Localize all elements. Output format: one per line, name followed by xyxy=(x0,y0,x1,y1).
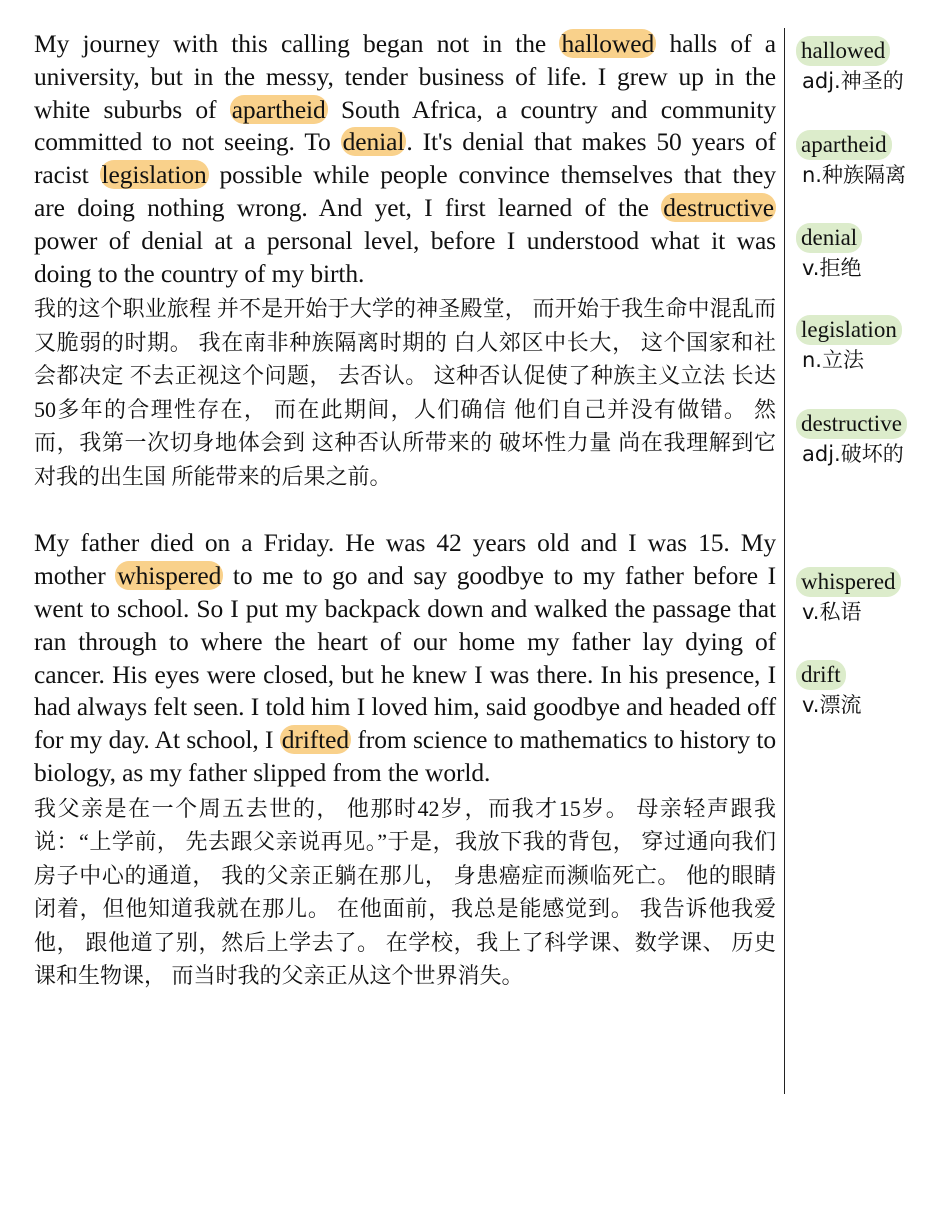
vocab-word: destructive xyxy=(796,409,907,439)
vocab-definition: v.私语 xyxy=(802,600,862,624)
highlighted-word: apartheid xyxy=(231,94,326,124)
article xyxy=(34,28,776,993)
vocab-entry-destructive xyxy=(796,409,907,469)
vocab-word: drift xyxy=(796,660,846,690)
vocab-definition: n.种族隔离 xyxy=(802,163,906,187)
vocab-entry-whispered xyxy=(796,567,901,627)
highlighted-word: drifted xyxy=(281,725,350,755)
vocab-definition: v.漂流 xyxy=(802,693,862,717)
vocab-definition: adj.破坏的 xyxy=(802,442,904,466)
text-run: My journey with this calling began not in the xyxy=(34,29,560,58)
vocab-definition: v.拒绝 xyxy=(802,256,862,280)
vocab-definition: n.立法 xyxy=(802,348,864,372)
text-run: South Africa, a country and community committed to not seeing. To xyxy=(34,94,776,157)
text-run: from science to mathematics to history to biology, as my father slipped from the world. xyxy=(34,725,776,787)
text-run: halls of a university, but in the messy, tender business of life. I grew up in the white suburbs of xyxy=(34,29,777,124)
vocab-definition: adj.神圣的 xyxy=(802,69,904,93)
highlighted-word: whispered xyxy=(117,561,222,591)
vocab-word: denial xyxy=(796,223,862,253)
vocab-word: hallowed xyxy=(796,36,890,66)
text-run: to me to go and say goodbye to my father before I went to school. So I put my backpack down and walked the passage that ran through to where the heart of our home my father lay dying of cancer. His eyes were closed, but he knew I was there. In his presence, I had always felt seen. I told him I loved him, said goodbye and headed off for my day. At school, I xyxy=(34,561,777,755)
highlighted-word: legislation xyxy=(101,160,207,190)
text-run: . It's denial that makes 50 years of racist xyxy=(34,127,776,190)
paragraph-gap xyxy=(34,493,776,527)
vocab-entry-apartheid xyxy=(796,130,906,190)
vocab-entry-hallowed xyxy=(796,36,904,96)
highlighted-word: hallowed xyxy=(561,29,655,58)
vocab-word: apartheid xyxy=(796,130,892,160)
paragraph-1-chinese: 我的这个职业旅程 并不是开始于大学的神圣殿堂， 而开始于我生命中混乱而又脆弱的时期。 我在南非种族隔离时期的 白人郊区中长大， 这个国家和社会都决定 不去正视这个问题， 去否认。 这种否认促使了种族主义立法 长达50多年的合理性存在， 而在此期间，人们确信 他们自己并没有做错。 然而，我第一次切身地体会到 这种否认所带来的 破坏性力量 尚在我理解到它对我的出生国 所能带来的后果之前。 xyxy=(34,296,776,489)
column-divider xyxy=(784,28,785,1094)
vocab-entry-drift xyxy=(796,660,861,720)
highlighted-word: denial xyxy=(342,127,405,157)
vocab-entry-legislation xyxy=(796,315,902,375)
text-run: power of denial at a personal level, before I understood what it was doing to the country of my birth. xyxy=(34,225,776,288)
paragraph-1-english xyxy=(34,28,776,290)
vocab-word: whispered xyxy=(796,567,901,597)
paragraph-2-english xyxy=(34,527,776,789)
text-run: possible while people convince themselves that they are doing nothing wrong. And yet, I first learned of the xyxy=(34,160,776,222)
text-run: My father died on a Friday. He was 42 years old and I was 15. My mother xyxy=(34,528,776,591)
vocab-word: legislation xyxy=(796,315,902,345)
paragraph-2-chinese: 我父亲是在一个周五去世的， 他那时42岁，而我才15岁。 母亲轻声跟我说：“上学前， 先去跟父亲说再见。”于是，我放下我的背包， 穿过通向我们房子中心的通道， 我的父亲正躺在那儿， 身患癌症而濒临死亡。 他的眼睛闭着，但他知道我就在那儿。 在他面前，我总是能感觉到。 我告诉他我爱他， 跟他道了别，然后上学去了。 在学校，我上了科学课、数学课、 历史课和生物课， 而当时我的父亲正从这个世界消失。 xyxy=(34,795,776,989)
vocab-entry-denial xyxy=(796,223,862,283)
highlighted-word: destructive xyxy=(663,192,774,222)
